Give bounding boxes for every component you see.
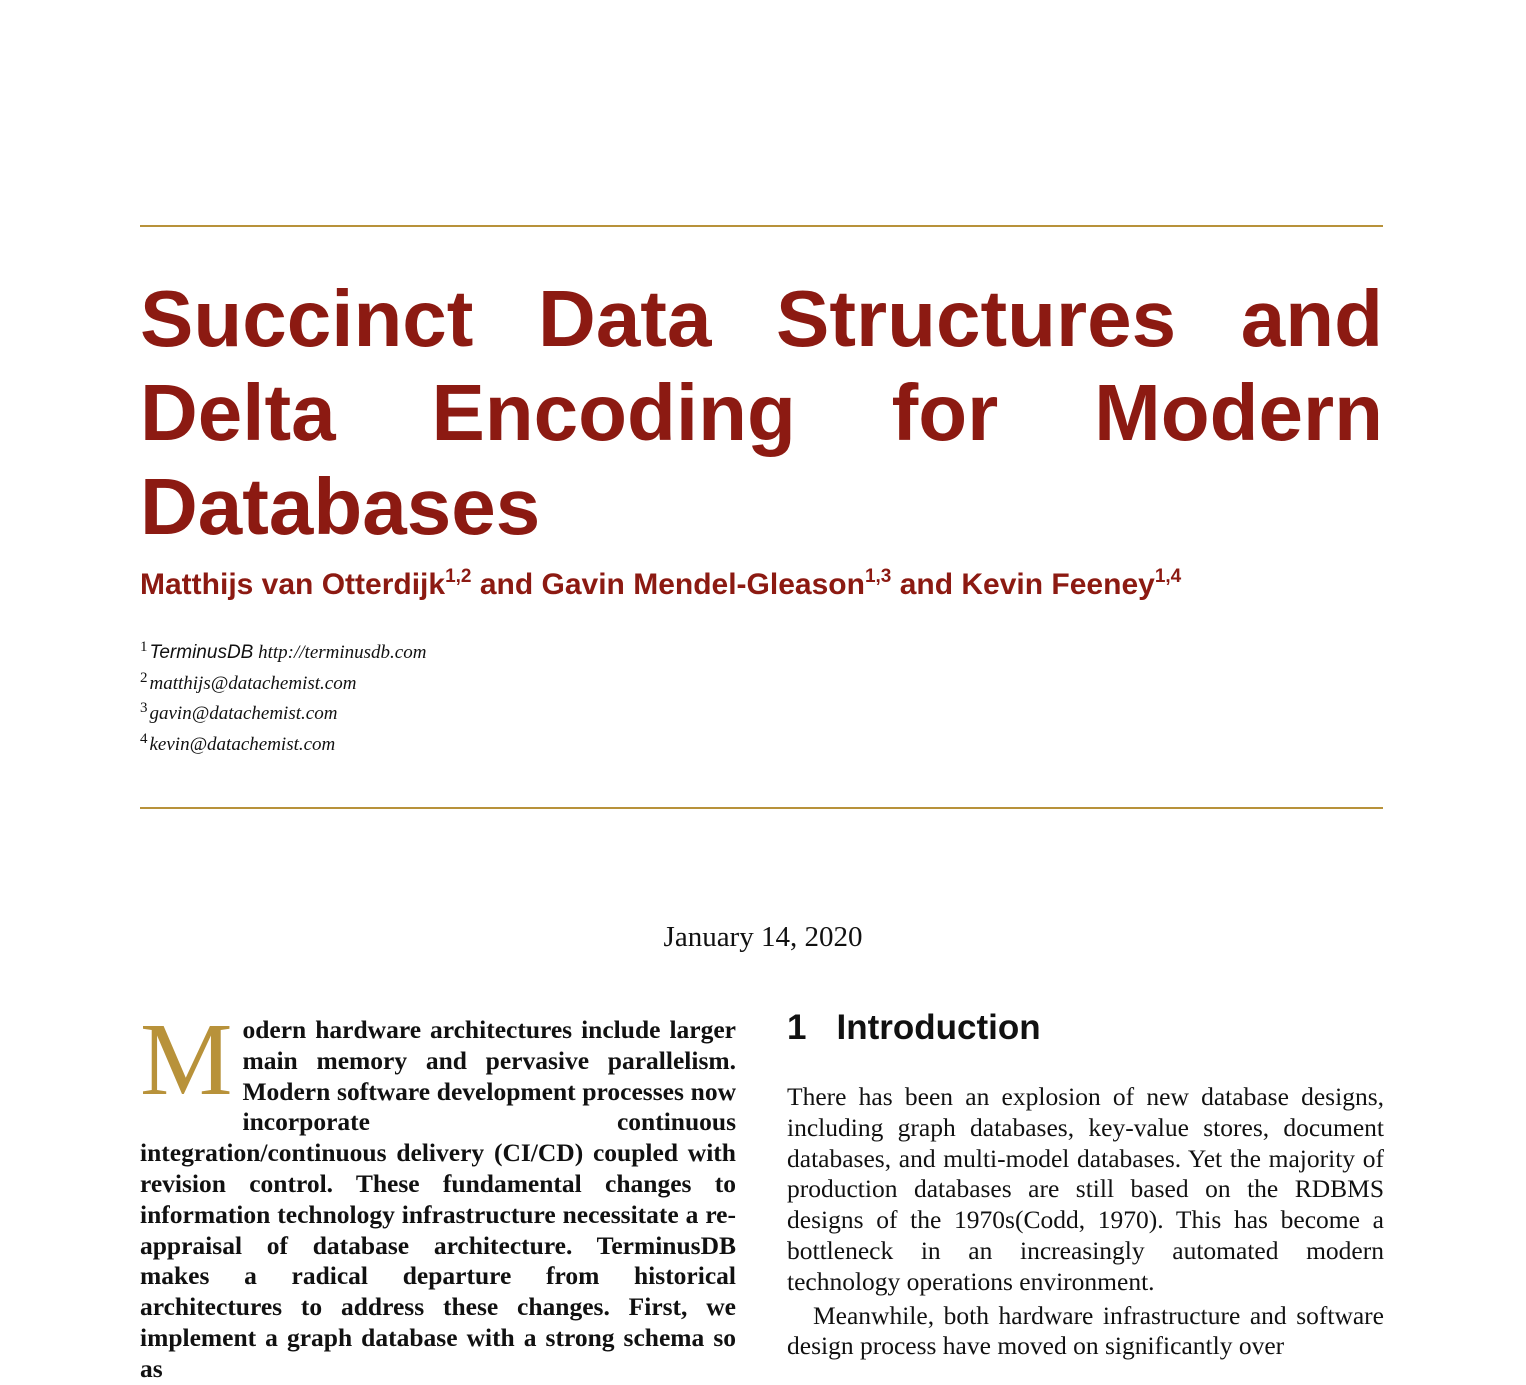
affiliation-line bbox=[140, 730, 426, 761]
top-rule bbox=[140, 225, 1383, 227]
abstract-text: odern hardware architectures include larger main memory and pervasive parallelism. Modern software development processes now incorporate continuous integration/continuous delivery (CI/CD) coupled with revision control. These fundamental changes to information technology infrastructure necessitate a re-appraisal of database architecture. TerminusDB makes a radical departure from historical architectures to address these changes. First, we implement a graph database with a strong schema so as bbox=[140, 1015, 736, 1383]
author-separator: and bbox=[899, 568, 954, 601]
bottom-rule bbox=[140, 807, 1383, 809]
affiliation-number: 3 bbox=[140, 700, 148, 716]
affiliation-number: 4 bbox=[140, 730, 148, 747]
author-name: Kevin Feeney bbox=[961, 568, 1155, 601]
intro-paragraph-1: There has been an explosion of new database designs, including graph databases, key-value stores, document databases, and multi-model databases. Yet the majority of production databases are still based on the RDBMS designs of the 1970s(Codd, 1970). This has become a bottleneck in an increasingly automated modern technology operations environment. bbox=[787, 1082, 1384, 1296]
author-separator: and bbox=[479, 568, 534, 601]
author-superscript: 1,3 bbox=[864, 566, 892, 587]
abstract-dropcap: M bbox=[140, 1002, 233, 1117]
introduction-body bbox=[787, 1082, 1384, 1362]
intro-paragraph-2: Meanwhile, both hardware infrastructure and software design process have moved on significantly over bbox=[787, 1300, 1384, 1361]
author-list bbox=[140, 568, 1181, 602]
section-heading bbox=[787, 1008, 1041, 1048]
title-line-3: Databases bbox=[140, 462, 541, 551]
affiliation-number: 2 bbox=[140, 669, 148, 686]
affiliation-email[interactable]: kevin@datachemist.com bbox=[149, 733, 336, 755]
title-line-1: Succinct Data Structures and bbox=[140, 274, 1383, 363]
affiliation-email[interactable]: matthijs@datachemist.com bbox=[149, 672, 357, 694]
author-name: Gavin Mendel-Gleason bbox=[541, 568, 865, 601]
paper-title bbox=[140, 272, 1383, 554]
abstract bbox=[140, 1002, 736, 1385]
affiliation-line bbox=[140, 669, 426, 700]
author-superscript: 1,4 bbox=[1154, 566, 1182, 587]
affiliations bbox=[140, 638, 426, 760]
affiliation-line bbox=[140, 638, 426, 669]
affiliation-email[interactable]: gavin@datachemist.com bbox=[149, 703, 338, 724]
author-superscript: 1,2 bbox=[445, 566, 472, 587]
section-number: 1 bbox=[787, 1008, 807, 1047]
affiliation-number: 1 bbox=[140, 639, 148, 655]
affiliation-org: TerminusDB bbox=[149, 642, 254, 663]
title-line-2: Delta Encoding for Modern bbox=[140, 368, 1383, 457]
author-name: Matthijs van Otterdijk bbox=[140, 568, 446, 601]
publication-date: January 14, 2020 bbox=[663, 921, 863, 953]
section-title: Introduction bbox=[836, 1008, 1041, 1047]
affiliation-url[interactable]: http://terminusdb.com bbox=[258, 642, 427, 663]
affiliation-line bbox=[140, 699, 426, 730]
